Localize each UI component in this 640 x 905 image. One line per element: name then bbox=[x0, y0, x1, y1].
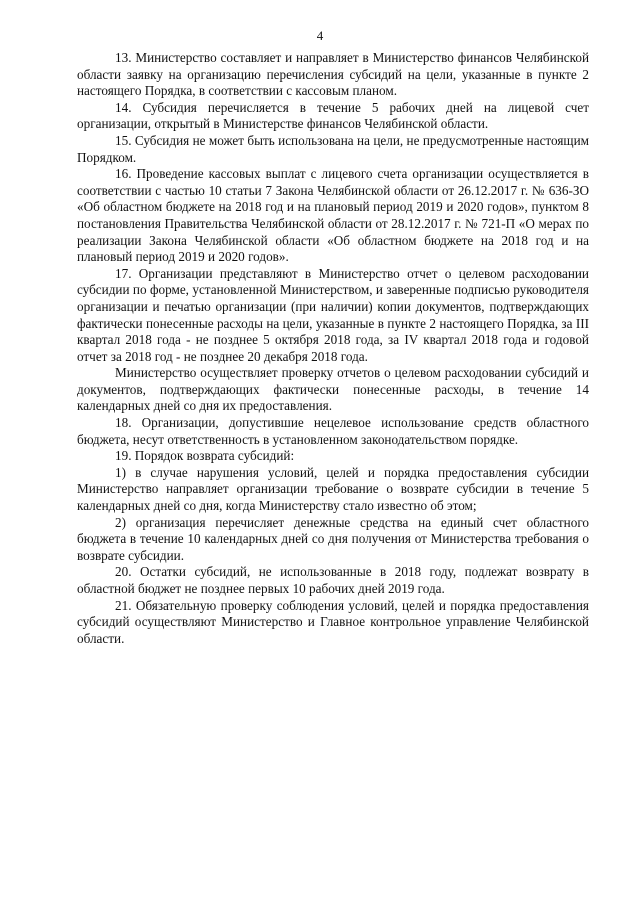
paragraph-14: 14. Субсидия перечисляется в течение 5 рабочих дней на лицевой счет организации, открытый в Министерстве финансов Челябинской области. bbox=[77, 99, 589, 132]
paragraph-18: 18. Организации, допустившие нецелевое использование средств областного бюджета, несут ответственность в установленном законодательством порядке. bbox=[77, 415, 589, 447]
paragraph-19: 19. Порядок возврата субсидий: bbox=[115, 448, 295, 464]
document-body bbox=[77, 50, 589, 647]
paragraph-13: 13. Министерство составляет и направляет в Министерство финансов Челябинской области заявку на организацию перечисления субсидий на цели, указанные в пункте 2 настоящего Порядка, в соответствии с кассовым планом. bbox=[77, 50, 589, 99]
paragraph-17-verification: Министерство осуществляет проверку отчетов о целевом расходовании субсидий и документов, подтверждающих фактически понесенные расходы, в течение 14 календарных дней со дня их предоставления. bbox=[77, 365, 589, 414]
paragraph-16: 16. Проведение кассовых выплат с лицевого счета организации осуществляется в соответствии с частью 10 статьи 7 Закона Челябинской области от 26.12.2017 г. № 636-ЗО «Об областном бюджете на 2018 год и на плановый период 2019 и 2020 годов», пунктом 8 постановления Правительства Челябинской области от 28.12.2017 г. № 721-П «О мерах по реализации Закона Челябинской области «Об областном бюджете на 2018 год и на плановый период 2019 и 2020 годов». bbox=[77, 166, 589, 265]
paragraph-21: 21. Обязательную проверку соблюдения условий, целей и порядка предоставления субсидий осуществляют Министерство и Главное контрольное управление Челябинской области. bbox=[77, 597, 589, 646]
paragraph-20: 20. Остатки субсидий, не использованные в 2018 году, подлежат возврату в областной бюджет не позднее первых 10 рабочих дней 2019 года. bbox=[77, 564, 589, 596]
paragraph-17: 17. Организации представляют в Министерство отчет о целевом расходовании субсидии по форме, установленной Министерством, и заверенные подписью руководителя организации и печатью организации (при наличии) копии документов, подтверждающих фактически понесенные расходы на цели, указанные в пункте 2 настоящего Порядка, за III квартал 2018 года - не позднее 5 октября 2018 года, за IV квартал 2018 года и годовой отчет за 2018 год - не позднее 20 декабря 2018 года. bbox=[77, 265, 589, 364]
paragraph-19-item-2: 2) организация перечисляет денежные средства на единый счет областного бюджета в течение 10 календарных дней со дня получения от Министерства требования о возврате субсидии. bbox=[77, 514, 589, 563]
paragraph-15: 15. Субсидия не может быть использована на цели, не предусмотренные настоящим Порядком. bbox=[77, 132, 589, 165]
page-number: 4 bbox=[316, 28, 324, 43]
paragraph-19-item-1: 1) в случае нарушения условий, целей и порядка предоставления субсидии Министерство направляет организации требование о возврате субсидии в течение 5 календарных дней со дня, когда Министерству стало известно об этом; bbox=[77, 464, 589, 514]
